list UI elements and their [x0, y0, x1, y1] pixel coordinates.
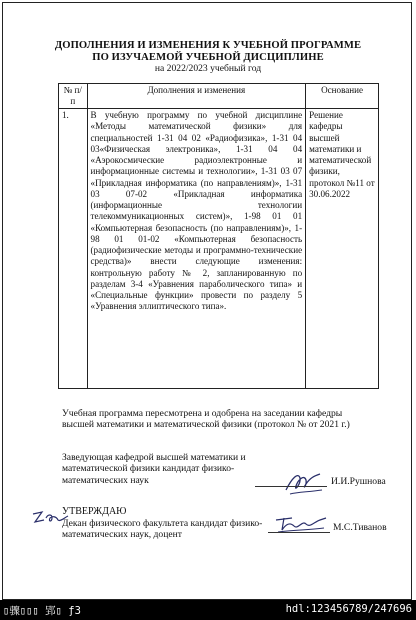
- document-title-line-1: ДОПОЛНЕНИЯ И ИЗМЕНЕНИЯ К УЧЕБНОЙ ПРОГРАММЕ: [54, 40, 362, 51]
- dean-name: М.С.Тиванов: [333, 522, 387, 533]
- table-header-row: [59, 84, 379, 109]
- head-of-department-position: Заведующая кафедрой высшей математики и математической физики кандидат физико-математических наук: [62, 452, 246, 486]
- review-note: Учебная программа пересмотрена и одобрена на заседании кафедры высшей математики и математической физики (протокол № от 2021 г.): [62, 408, 350, 431]
- signature-line-head: [255, 486, 327, 487]
- row-basis: Решение кафедры высшей математики и математической физики, протокол №11 от 30.06.2022: [306, 109, 379, 389]
- header-num: № п/п: [59, 84, 88, 109]
- approval-heading: УТВЕРЖДАЮ: [62, 506, 127, 517]
- status-bar-left-text: ▯骤▯▯▯ 郢▯ ƒ3: [3, 605, 81, 617]
- header-changes: Дополнения и изменения: [87, 84, 306, 109]
- header-basis: Основание: [306, 84, 379, 109]
- head-of-department-name: И.И.Рушнова: [331, 476, 386, 487]
- dean-position: Декан физического факультета кандидат физико-математических наук, доцент: [62, 518, 263, 541]
- row-num: 1.: [59, 109, 88, 389]
- signature-line-dean: [268, 532, 330, 533]
- signature-rushnova: [282, 468, 326, 498]
- table-row: [59, 109, 379, 389]
- status-bar: [0, 600, 416, 620]
- document-title-line-2: ПО ИЗУЧАЕМОЙ УЧЕБНОЙ ДИСЦИПЛИНЕ: [92, 52, 324, 63]
- status-bar-handle[interactable]: hdl:123456789/247696: [285, 603, 412, 615]
- row-changes: В учебную программу по учебной дисциплине «Методы математической физики» для специальностей 1-31 04 02 «Радиофизика», 1-31 04 03«Физическая электроника», 1-31 04 04 «Аэрокосмические радиоэлектронные и информационные системы и технологии», 1-31 03 07 «Прикладная информатика (по направлениям)», 1-31 03 07-02 «Прикладная информатика (информационные технологии телекоммуникационных систем)», 1-98 01 01 «Компьютерная безопасность (по направлениям)», 1-98 01 01-02 «Компьютерная безопасность (радиофизические методы и программно-технические средства)» внести следующие изменения: контрольную работу № 2, запланированную по разделам 3-4 «Уравнения параболического типа» и «Специальные функции» провести по разделу 5 «Уравнения эллиптического типа».: [87, 109, 306, 389]
- academic-year: на 2022/2023 учебный год: [154, 63, 262, 74]
- changes-table: [58, 83, 379, 389]
